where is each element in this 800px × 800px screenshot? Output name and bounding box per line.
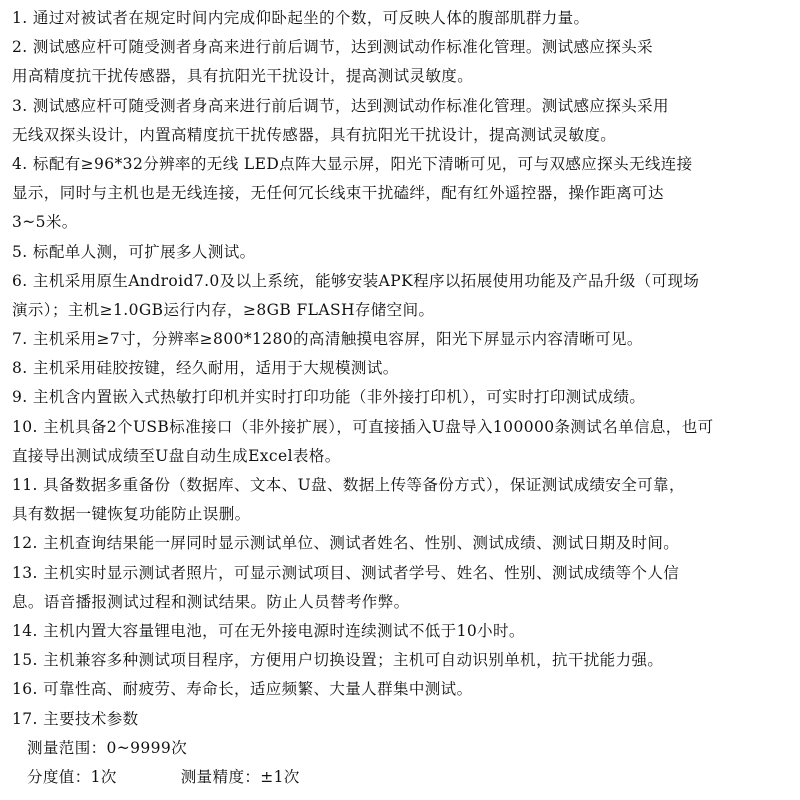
item-16-line-1: 16. 可靠性高、耐疲劳、寿命长，适应频繁、大量人群集中测试。 [12, 680, 473, 699]
item-6-line-1: 6. 主机采用原生Android7.0及以上系统，能够安装APK程序以拓展使用功能及产品升级（可现场 [12, 271, 700, 290]
item-3-line-2: 无线双探头设计，内置高精度抗干扰传感器，具有抗阳光干扰设计，提高测试灵敏度。 [12, 125, 617, 144]
spec-accuracy: 测量精度：±1次 [180, 767, 300, 786]
item-6-line-2: 演示）；主机≥1.0GB运行内存，≥8GB FLASH存储空间。 [12, 300, 435, 319]
item-9-line-1: 9. 主机含内置嵌入式热敏打印机并实时打印功能（非外接打印机），可实时打印测试成绩。 [12, 388, 646, 407]
item-3-line-1: 3. 测试感应杆可随受测者身高来进行前后调节，达到测试动作标准化管理。测试感应探头采用 [12, 96, 669, 115]
spec-document [12, 4, 794, 792]
spec-range: 测量范围：0~9999次 [27, 738, 188, 757]
item-2-line-2: 用高精度抗干扰传感器，具有抗阳光干扰设计，提高测试灵敏度。 [12, 67, 474, 86]
item-14-line-1: 14. 主机内置大容量锂电池，可在无外接电源时连续测试不低于10小时。 [12, 621, 525, 640]
item-5-line-1: 5. 标配单人测，可扩展多人测试。 [12, 242, 256, 261]
spec-row-resolution-accuracy [12, 763, 794, 792]
item-8-line-1: 8. 主机采用硅胶按键，经久耐用，适用于大规模测试。 [12, 359, 399, 378]
item-4-line-2: 显示，同时与主机也是无线连接，无任何冗长线束干扰磕绊，配有红外遥控器，操作距离可达 [12, 184, 664, 203]
item-10-line-2: 直接导出测试成绩至U盘自动生成Excel表格。 [12, 446, 341, 465]
item-4-line-1: 4. 标配有≥96*32分辨率的无线 LED点阵大显示屏，阳光下清晰可见，可与双感应探头无线连接 [12, 154, 693, 173]
item-15-line-1: 15. 主机兼容多种测试项目程序，方便用户切换设置；主机可自动识别单机，抗干扰能力强。 [12, 651, 664, 670]
item-2-line-1: 2. 测试感应杆可随受测者身高来进行前后调节，达到测试动作标准化管理。测试感应探头采 [12, 38, 654, 57]
item-17-heading: 17. 主要技术参数 [12, 709, 139, 728]
item-13-line-2: 息。语音播报测试过程和测试结果。防止人员替考作弊。 [12, 592, 410, 611]
spec-resolution: 分度值：1次 [27, 767, 117, 786]
item-7-line-1: 7. 主机采用≥7寸，分辨率≥800*1280的高清触摸电容屏，阳光下屏显示内容清晰可见。 [12, 330, 643, 349]
item-13-line-1: 13. 主机实时显示测试者照片，可显示测试项目、测试者学号、姓名、性别、测试成绩等个人信 [12, 563, 680, 582]
item-10-line-1: 10. 主机具备2个USB标准接口（非外接扩展），可直接插入U盘导入100000条测试名单信息，也可 [12, 417, 714, 436]
item-4-line-3: 3~5米。 [12, 213, 78, 232]
item-11-line-1: 11. 具备数据多重备份（数据库、文本、U盘、数据上传等备份方式），保证测试成绩安全可靠， [12, 476, 685, 494]
item-1-line-1: 1. 通过对被试者在规定时间内完成仰卧起坐的个数，可反映人体的腹部肌群力量。 [12, 9, 590, 27]
item-12-line-1: 12. 主机查询结果能一屏同时显示测试单位、测试者姓名、性别、测试成绩、测试日期及时间。 [12, 534, 680, 553]
item-11-line-2: 具有数据一键恢复功能防止误删。 [12, 505, 251, 524]
